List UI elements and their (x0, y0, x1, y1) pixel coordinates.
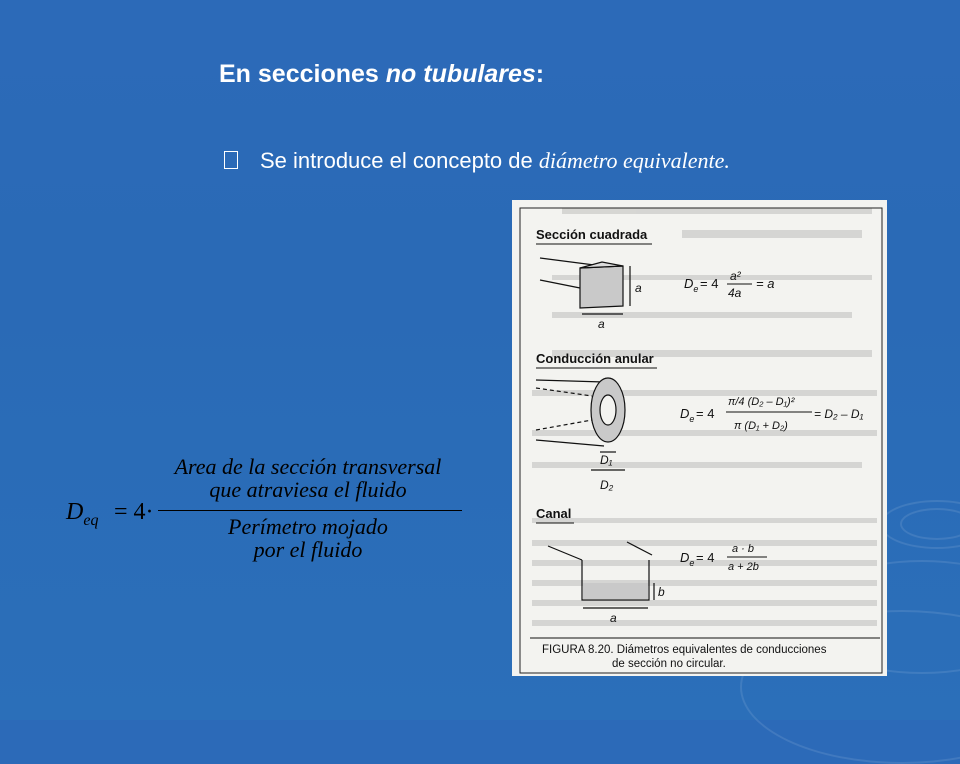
sec3-label-a: a (610, 611, 617, 625)
sec1-formula-lhs: D (684, 276, 694, 291)
sec3-formula-lhs: D (680, 550, 690, 565)
sec1-num: a² (730, 269, 741, 283)
sec2-result: = D₂ – D₁ (814, 407, 864, 421)
bullet-italic-text: diámetro equivalente (538, 148, 725, 173)
square-duct-drawing (540, 258, 630, 314)
title-main: En secciones (219, 60, 386, 88)
figure-sec1-title: Sección cuadrada (536, 227, 648, 242)
figure-sec3-title: Canal (536, 506, 572, 521)
sec2-formula-lhs: D (680, 406, 690, 421)
formula-coef: = 4· (114, 499, 154, 525)
fraction-bar (158, 510, 462, 511)
formula-lhs: $D_{eq}$ (66, 499, 99, 529)
sec1-formula-eq: = 4 (700, 276, 719, 291)
sec1-den: 4a (728, 286, 742, 300)
figure-caption-line1: FIGURA 8.20. Diámetros equivalentes de conducciones (542, 644, 827, 656)
denominator-line-2: por el fluido (253, 537, 363, 562)
textbook-figure-image (512, 200, 887, 676)
figure-sec1-a-side: a (635, 281, 642, 295)
slide-title (219, 60, 544, 89)
figure-sec2-title: Conducción anular (536, 351, 654, 366)
sec2-formula-sub: e (689, 414, 695, 424)
sec3-num: a · b (732, 543, 755, 555)
sec2-label-d2: D₂ (600, 478, 614, 492)
sec2-label-d1: D₁ (600, 453, 613, 467)
title-italic: no tubulares (385, 60, 536, 88)
sec3-label-b: b (658, 585, 665, 599)
numerator-line-1: Area de la sección transversal (174, 454, 442, 479)
bullet-item (222, 148, 730, 174)
sec1-result: = a (756, 276, 775, 291)
figure-caption-line2: de sección no circular. (612, 658, 726, 670)
bullet-box-icon (224, 151, 238, 169)
sec3-den: a + 2b (728, 561, 759, 573)
denominator-line-1: Perímetro mojado (228, 514, 388, 539)
equivalent-diameter-formula (66, 455, 476, 585)
sec2-num: π/4 (D₂ – D₁)² (728, 396, 795, 408)
figure-sec1-a-bottom: a (598, 317, 605, 331)
formula-denominator (158, 515, 458, 561)
sec2-formula-eq: = 4 (696, 406, 715, 421)
sec3-formula-eq: = 4 (696, 550, 715, 565)
bullet-text: Se introduce el concepto de (260, 148, 539, 173)
title-colon: : (535, 60, 545, 88)
numerator-line-2: que atraviesa el fluido (209, 477, 407, 502)
formula-lhs-sub: eq (83, 511, 99, 529)
sec1-formula-sub: e (693, 284, 699, 294)
bullet-end: . (724, 148, 730, 173)
channel-drawing (548, 542, 654, 608)
formula-numerator (158, 455, 458, 501)
sec2-den: π (D₁ + D₂) (734, 420, 788, 432)
sec3-formula-sub: e (689, 558, 695, 568)
svg-text:De (680, 406, 694, 424)
